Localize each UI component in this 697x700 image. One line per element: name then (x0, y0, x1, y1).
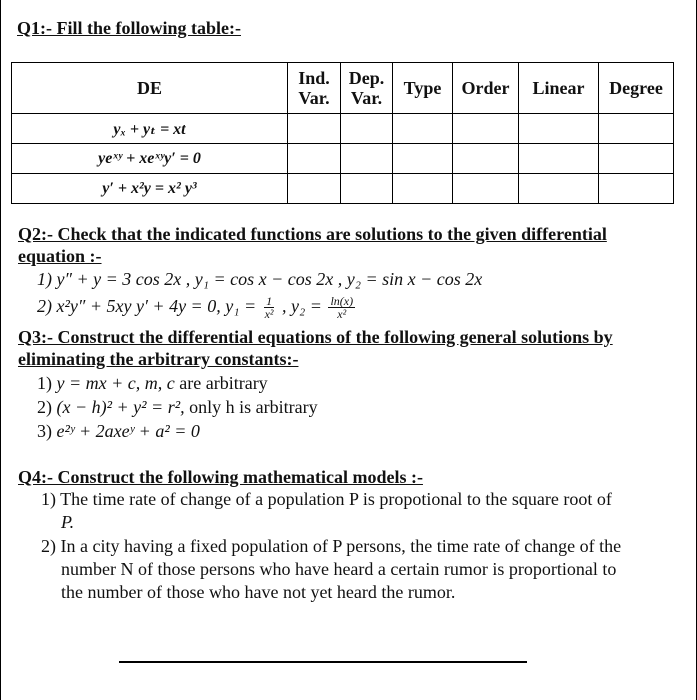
q4-item-2-cont: number N of those persons who have heard a certain rumor is proportional to (61, 559, 617, 579)
order-cell[interactable] (453, 144, 519, 174)
linear-cell[interactable] (519, 144, 599, 174)
header-type: Type (393, 63, 453, 114)
q1-heading: Q1:- Fill the following table:- (17, 18, 241, 38)
q4-item-2-cont: the number of those who have not yet heard the rumor. (61, 582, 456, 602)
q3-item-2: 2) (x − h)² + y² = r², only h is arbitrary (37, 397, 318, 417)
order-cell[interactable] (453, 174, 519, 204)
q2-item-1: 1) y″ + y = 3 cos 2x , y₁ = cos x − cos 2x , y₂ = sin x − cos 2x (37, 269, 483, 289)
degree-cell[interactable] (599, 144, 674, 174)
de-cell: yₓ + yₜ = xt (12, 114, 288, 144)
de-table (11, 62, 674, 204)
linear-cell[interactable] (519, 174, 599, 204)
header-ind-var: Ind. Var. (288, 63, 341, 114)
type-cell[interactable] (393, 174, 453, 204)
table-row (12, 174, 674, 204)
de-cell: yeˣʸ + xeˣʸy′ = 0 (12, 144, 288, 174)
q4-item-1: 1) The time rate of change of a population P is propotional to the square root of (41, 489, 612, 509)
dep-var-cell[interactable] (341, 114, 393, 144)
de-cell: y′ + x²y = x² y³ (12, 174, 288, 204)
degree-cell[interactable] (599, 114, 674, 144)
order-cell[interactable] (453, 114, 519, 144)
fraction-y1: $\frac{1}{\text{x²}}$ (264, 294, 274, 322)
q2-heading-cont: equation :- (18, 246, 102, 266)
q4-item-2: 2) In a city having a fixed population of P persons, the time rate of change of the (41, 536, 622, 556)
table-header-row (12, 63, 674, 114)
degree-cell[interactable] (599, 174, 674, 204)
table-row (12, 114, 674, 144)
q4-heading: Q4:- Construct the following mathematical models :- (18, 467, 423, 487)
header-order: Order (453, 63, 519, 114)
linear-cell[interactable] (519, 114, 599, 144)
q3-heading-cont: eliminating the arbitrary constants:- (18, 349, 299, 369)
table-row (12, 144, 674, 174)
header-dep-var: Dep. Var. (341, 63, 393, 114)
fraction-y2: $\frac{\ln(x)}{\text{x²}}$ (330, 294, 354, 322)
type-cell[interactable] (393, 144, 453, 174)
type-cell[interactable] (393, 114, 453, 144)
ind-var-cell[interactable] (288, 144, 341, 174)
q3-item-3: 3) e²ʸ + 2axeʸ + a² = 0 (37, 421, 200, 441)
q2-item-2: 2) x²y″ + 5xy y′ + 4y = 0, y₁ = $\frac{1}{\text{x²}}$ , y₂ = $\frac{\ln(x)}{\text{x²}}$ (37, 294, 354, 322)
header-linear: Linear (519, 63, 599, 114)
header-degree: Degree (599, 63, 674, 114)
q3-item-1: 1) y = mx + c, m, c are arbitrary (37, 373, 268, 393)
q3-heading: Q3:- Construct the differential equations of the following general solutions by (18, 327, 613, 347)
dep-var-cell[interactable] (341, 144, 393, 174)
dep-var-cell[interactable] (341, 174, 393, 204)
ind-var-cell[interactable] (288, 114, 341, 144)
signature-line (119, 661, 527, 663)
header-de: DE (12, 63, 288, 114)
q2-heading: Q2:- Check that the indicated functions are solutions to the given differential (18, 224, 607, 244)
ind-var-cell[interactable] (288, 174, 341, 204)
q4-item-1-cont: P. (61, 512, 75, 532)
